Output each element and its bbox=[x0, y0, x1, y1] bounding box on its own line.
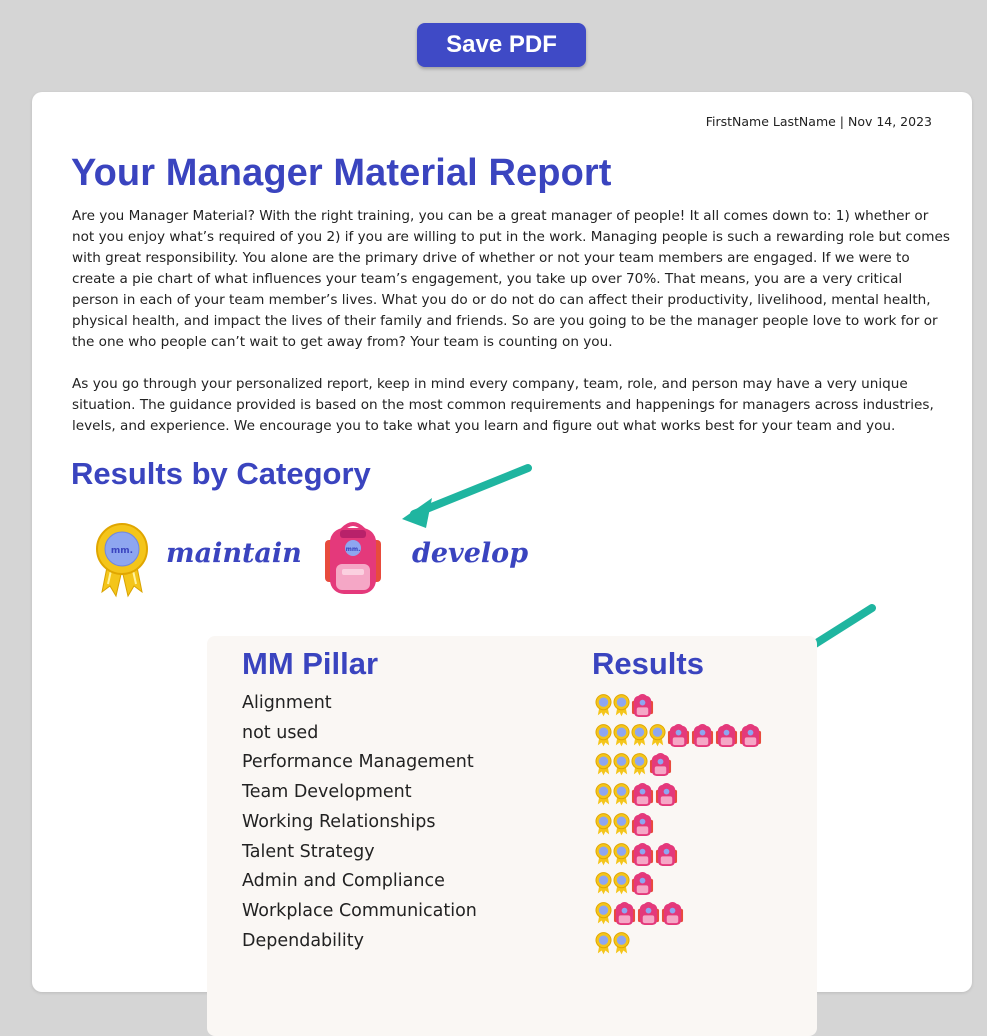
result-icons bbox=[595, 871, 655, 897]
backpack-icon bbox=[631, 842, 654, 868]
award-ribbon-icon bbox=[595, 842, 612, 868]
award-ribbon-icon bbox=[613, 842, 630, 868]
table-row bbox=[242, 782, 802, 812]
pillar-label: Dependability bbox=[242, 930, 364, 951]
award-ribbon-icon bbox=[595, 812, 612, 838]
report-page bbox=[32, 92, 972, 992]
results-legend bbox=[92, 520, 572, 600]
table-row bbox=[242, 812, 802, 842]
result-icons bbox=[595, 782, 679, 808]
award-ribbon-icon bbox=[94, 522, 150, 598]
result-icons bbox=[595, 723, 763, 749]
backpack-icon bbox=[715, 723, 738, 749]
result-icons bbox=[595, 812, 655, 838]
column-header-results: Results bbox=[592, 646, 704, 681]
backpack-icon bbox=[631, 871, 654, 897]
svg-text:mm.: mm. bbox=[345, 546, 361, 553]
result-icons bbox=[595, 752, 673, 778]
backpack-icon bbox=[631, 812, 654, 838]
backpack-icon bbox=[631, 693, 654, 719]
backpack-icon bbox=[655, 782, 678, 808]
result-icons bbox=[595, 693, 655, 719]
pillar-label: Workplace Communication bbox=[242, 900, 477, 921]
results-table bbox=[207, 636, 817, 1036]
pillar-label: Alignment bbox=[242, 693, 332, 713]
award-ribbon-icon bbox=[613, 871, 630, 897]
pillar-label: Performance Management bbox=[242, 752, 474, 773]
award-ribbon-icon bbox=[595, 871, 612, 897]
award-ribbon-icon bbox=[613, 723, 630, 749]
table-row bbox=[242, 752, 802, 782]
backpack-icon bbox=[613, 901, 636, 927]
table-row bbox=[242, 842, 802, 872]
award-ribbon-icon bbox=[631, 723, 648, 749]
pillar-label: Admin and Compliance bbox=[242, 871, 445, 892]
backpack-icon bbox=[655, 842, 678, 868]
legend-maintain-label: maintain bbox=[166, 538, 302, 569]
pillar-label: Working Relationships bbox=[242, 811, 436, 832]
report-meta: FirstName LastName | Nov 14, 2023 bbox=[705, 114, 932, 129]
teal-arrow-icon bbox=[394, 462, 534, 532]
table-row bbox=[242, 693, 802, 723]
result-icons bbox=[595, 842, 679, 868]
award-ribbon-icon bbox=[613, 782, 630, 808]
legend-develop-label: develop bbox=[412, 538, 529, 569]
column-header-pillar: MM Pillar bbox=[242, 646, 379, 681]
guidance-paragraph: As you go through your personalized report, keep in mind every company, team, role, and person may have a very unique situation. The guidance provided is based on the most common requirements and happenings for managers across industries, levels, and experience. We encourage you to take what you learn and figure out what works best for your team and you. bbox=[72, 376, 934, 434]
award-ribbon-icon bbox=[613, 752, 630, 778]
award-ribbon-icon bbox=[595, 693, 612, 719]
table-row bbox=[242, 723, 802, 753]
pillar-label: Talent Strategy bbox=[242, 841, 375, 862]
pillar-label: Team Development bbox=[242, 782, 412, 803]
table-row bbox=[242, 931, 802, 961]
backpack-icon bbox=[691, 723, 714, 749]
badge-text: mm. bbox=[110, 546, 134, 556]
backpack-icon bbox=[739, 723, 762, 749]
award-ribbon-icon bbox=[595, 723, 612, 749]
award-ribbon-icon bbox=[613, 693, 630, 719]
award-ribbon-icon bbox=[595, 782, 612, 808]
table-row bbox=[242, 901, 802, 931]
table-row bbox=[242, 871, 802, 901]
intro-paragraph: Are you Manager Material? With the right training, you can be a great manager of people! It all comes down to: 1) whether or not you enjoy what’s required of you 2) if you are willing to put in the work. Managing people is such a rewarding role but comes with great responsibility. You alone are the primary drive of whether or not your team members are engaged. If we were to create a pie chart of what influences your team’s engagement, you take up over 70%. That means, you are a very critical person in each of your team member’s lives. What you do or do not do can affect their productivity, livelihood, mental health, physical health, and impact the lives of their family and friends. So are you going to be the manager people love to work for or the one who people can’t wait to get away from? Your team is counting on you. bbox=[72, 208, 950, 350]
award-ribbon-icon bbox=[595, 901, 612, 927]
award-ribbon-icon bbox=[613, 812, 630, 838]
backpack-icon bbox=[661, 901, 684, 927]
award-ribbon-icon bbox=[631, 752, 648, 778]
backpack-icon bbox=[649, 752, 672, 778]
award-ribbon-icon bbox=[649, 723, 666, 749]
backpack-icon bbox=[631, 782, 654, 808]
backpack-icon bbox=[667, 723, 690, 749]
backpack-icon bbox=[320, 520, 386, 598]
save-pdf-button[interactable]: Save PDF bbox=[417, 23, 586, 67]
award-ribbon-icon bbox=[595, 752, 612, 778]
result-icons bbox=[595, 901, 685, 927]
results-heading: Results by Category bbox=[71, 456, 371, 491]
backpack-icon bbox=[637, 901, 660, 927]
pillar-label: not used bbox=[242, 722, 319, 743]
report-title: Your Manager Material Report bbox=[71, 152, 612, 194]
